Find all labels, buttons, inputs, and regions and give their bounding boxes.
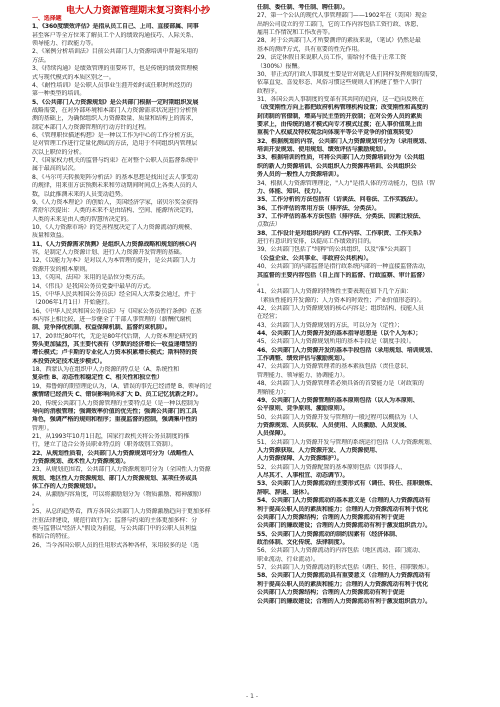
- text-line: 重视个人权威及特权观念向体现平等公平竞争的价值观转变）: [257, 129, 417, 137]
- text-line: 培训开发规划、使用规划、绩效评估与激励规划）。: [257, 146, 390, 154]
- text-line: 54、公共部门人力资源流动的基本意义是（合理的人力资源流动有: [257, 497, 431, 505]
- text-line: 49、公共部门人力资源管理的基本原则包括（以人为本原则、: [257, 396, 419, 404]
- text-line: 21、从1993年10月1日起，国家行政机关将公务员制度的推: [32, 432, 190, 440]
- text-line: （公益企业、公共事业、非政府公共机构）。: [257, 254, 373, 262]
- text-line: 26、当今各国公职人员的任用形式各种各样，采用较多的是（选: [32, 541, 199, 549]
- document-title: 电大人力资源管理期末复习资料小抄: [66, 6, 211, 16]
- text-line: 点数法）: [257, 221, 281, 229]
- text-line: 47、公共部门人力资源管理者的基本素质包括（责任意识、: [257, 363, 412, 371]
- text-line: 人力资源获取、人力资源开发、人力资源使用、: [257, 447, 381, 455]
- text-line: 32、根据规划的内容，公共部门人力资源规划可分为（录用规划、: [257, 137, 431, 145]
- text-line: 7、《国家权力机关的监督与约束》在对整个公职人员监督系统中: [32, 157, 198, 165]
- text-line: 政程序。: [257, 87, 281, 95]
- text-line: 注重法律建设，规范行政行为；监督与约束的主体更加多样：分: [32, 516, 198, 524]
- text-line: 13、《英国、法国》采用的是品位分类方法。: [32, 274, 149, 282]
- text-line: 40、公共部门的内部监督是指行政系统内部的一种直接监督活动，: [257, 263, 430, 271]
- text-line: 6、《管理职位描述构想》是一种以工作为中心的工作分析方法，: [32, 132, 198, 140]
- text-line: 其监督的主要内容包括（自上而下的监督、行政监察、审计监督）: [257, 271, 429, 279]
- text-line: 属于最高的层次。: [32, 165, 80, 173]
- text-line: 资源开发的根本原则。: [32, 265, 92, 273]
- text-line: 力、体能、知识、技力）。: [257, 187, 325, 195]
- text-line: 政治体制、文化传统、法律制度）。: [257, 539, 349, 546]
- text-line: 利于提高公职人员的素质和能力；合理的人力资源流动有利于优化: [257, 505, 429, 513]
- text-line: 在经营；: [257, 313, 281, 321]
- text-line: 10、《人力资源市场》的完善程度决定了人力资源流动的规模、: [32, 223, 196, 231]
- text-line: 55、公共部门人力资源流动的制约因素有（经济体制、: [257, 530, 401, 538]
- text-line: 式与现代模式的本质区别之一。: [32, 73, 115, 81]
- text-line: 8、《马尔可夫转换矩阵分析法》的基本思想是找出过去人事变动: [32, 173, 198, 181]
- text-line: 12、《以能力为本》是对以人为本管理的提升，是公共部门人力: [32, 257, 196, 265]
- text-line: 容，是制定人力资源计划、进行人力资源开发管理的基础。: [32, 249, 186, 257]
- text-line: 公共部门的廉政建设；合理的人力资源流动有利于激发组织活力）。: [257, 522, 432, 530]
- text-line: 次以上职位的分析。: [32, 148, 86, 156]
- text-line: 人力资源保障、人力资源维护）。: [257, 455, 343, 463]
- text-line: 战略需要，在对外部环境和本部门人力资源需求状况进行分析预: [32, 106, 198, 114]
- text-line: 14、《伟良》是我国公务员党委中最早的方式。: [32, 282, 155, 290]
- text-line: 增长模式；卢卡斯的专业化人力资本积累增长模式；斯科特的资: [32, 349, 198, 357]
- text-line: 本投资决定技术进步模式）。: [32, 357, 106, 365]
- text-line: （改变刚性方向上都把政府机构管理机构设置；改变刚性和高度的: [257, 104, 429, 112]
- text-line: 复杂性 B、动态性和稳定性 C、相关性和独立性）: [32, 374, 163, 382]
- text-line: 50、公共部门人力资源开发与管理的一般过程可以概括为（人: [257, 413, 418, 421]
- text-line: 务人员的一般性人力资源培训）。: [257, 171, 343, 179]
- text-line: 质量和效益。: [32, 232, 68, 240]
- text-line: 人类的未来是由人类的智慧所决定的。: [32, 215, 133, 223]
- text-line: 17、20世纪80年代，无论是80年代后期，人力资本理论研究的: [32, 332, 198, 340]
- text-line: 封闭制的官僚制，增高与民主型的开放制；在对公务人员的素质: [257, 112, 423, 120]
- text-line: 任制、委任制、考任制、聘任制）。: [257, 4, 349, 11]
- text-line: 行，建立了适合公务员职业特点的（职务级别工资制）。: [32, 441, 177, 449]
- text-line: 管理）。: [32, 424, 53, 432]
- text-line: 29、法定休假日来说职人员工作，需给付不低于正常工资: [257, 54, 407, 62]
- text-line: 46、公共部门人力资源开发的基本手段包括（录用规划、培训规划、: [257, 346, 437, 354]
- text-line: 要求上，由传统的通才模式向专才模式过渡；在人事价值观上由: [257, 121, 423, 129]
- text-line: 36、工作评估的常用方法（排序法、分类法）。: [257, 204, 381, 212]
- text-line: 雇用工作情况和工作改善等。: [257, 29, 334, 37]
- text-line: 16、《中华人民共和国公务员法》与《国家公务员暂行条例》在基: [32, 307, 202, 315]
- text-line: 48、公共部门人力资源管理者必须具备的首要能力是（对政策的: [257, 380, 424, 388]
- text-line: 甚至客户等全方位来了解员工个人的绩效沟通技巧、人际关系、: [32, 31, 198, 39]
- text-line: 力资源规划、人员获取、人员使用、人员激励、人员发展、: [257, 421, 411, 429]
- text-line: 44、公共部门人力资源开发的基本指导思想是（以个人为本）；: [257, 330, 422, 338]
- text-line: 。: [32, 499, 38, 507]
- text-line: 58、公共部门人力资源流动具有重要意义（合理的人力资源流动有: [257, 572, 431, 580]
- section-heading: 一、选择题: [32, 15, 62, 22]
- text-line: 28、对于公共部门人才所要测评的素质来说，（笔试）仍然是最: [257, 37, 421, 45]
- text-line: 30、菲正式的行政人事制度主要是针对就是人们同样发挥规划的需要，: [257, 70, 442, 78]
- text-line: 方法。: [32, 56, 50, 64]
- text-line: 者舒尔茨提出：人类的未来不是由结构、空间、能源所决定的，: [32, 207, 198, 215]
- text-line: 41、公共部门人力资源的特殊性主要表现在如下几个方面：: [257, 288, 412, 296]
- text-line: 本内容上相比较，进一步健全了干部人事管理的（薪酬代谢机: [32, 315, 192, 323]
- text-line: 24、从激励内容角度，可以将激励划分为（物质激励、精神激励）: [32, 491, 205, 499]
- text-line: 人尽其才、人事相宜、动态调节）。: [257, 472, 349, 480]
- text-line: 工作调整、绩效评估与激励规划）。: [257, 355, 349, 363]
- text-line: 数，以此推测未来的人员变动趋势。: [32, 190, 127, 198]
- text-line: 1、《360度绩效评估》是指从员工自己、上司、直接部属、同事: [32, 23, 199, 31]
- text-line: 力资源规划、战术性人力资源规划）。: [32, 458, 130, 466]
- text-line: 公共部门人力资源结构；合理的人力资源流动有利于促进: [257, 589, 405, 597]
- text-line: 基本的测评方式，具有重要的性先作用。: [257, 45, 364, 53]
- text-line: 领导能力、行政能力等。: [32, 40, 97, 48]
- text-line: 42、公共部门人力资源规划的核心内容是；组织结构、技能人员: [257, 304, 424, 312]
- text-line: 理解能力）；: [257, 388, 290, 396]
- text-line: 31、各国公共人事制度的变革有其共同的趋向，这一趋向反映在: [257, 95, 424, 103]
- text-line: 织的新人力资源培训、公共组织人力资源再培训、公共组织公: [257, 162, 417, 170]
- text-line: 39、公共部门包括了"纯粹"的公共组织，以及"准"公共部门: [257, 246, 411, 254]
- text-line: 出纳公司设立的劳工部门，它的工作内容包括工资行政、诉愿、: [257, 20, 423, 28]
- text-line: 57、公共部门人力资源流动的形式包括（调任、转任、挂职锻炼）。: [257, 564, 433, 572]
- text-line: 利于提高公职人员的素质和能力；合理的人力资源流动有利于优化: [257, 580, 429, 588]
- text-line: 11、《人力资源需求预测》是组织人力资源战略和规划的核心内: [32, 240, 197, 248]
- text-line: 的规律，用来重方法预测未来和劳动期间时间点上各类人员的人: [32, 182, 198, 190]
- text-line: （2006年1月1日）开始施行。: [32, 299, 114, 307]
- text-line: 职业流动、行业流动）。: [257, 555, 319, 563]
- text-line: 势头更加猛烈，其主要代表有（罗默的经济增长一收益递增型的: [32, 341, 198, 349]
- text-line: 53、公共部门人力资源流动的主要形式有（调任、转任、挂职锻炼、: [257, 480, 437, 488]
- text-line: （300%）报酬。: [257, 62, 304, 70]
- text-line: 导向的消极管理；强调效率价值的优先性；强调公共部门的工具: [32, 407, 198, 415]
- text-line: 制、竞争择优机制、权益保障机制、监督约束机制）。: [32, 324, 171, 332]
- text-line: 23、从规划范围看，公共部门人力资源规划可分为（全国性人力资源: [32, 466, 211, 474]
- text-line: 9、《人力资本理论》的创始人，美国经济学家，诺贝尔奖金获得: [32, 198, 198, 206]
- text-line: 45、公共部门人力资源规划所用的基本手段是（制度手段）。: [257, 338, 415, 346]
- text-line: 15、《中华人民共和国公务员法》经全国人大常委会通过，并于: [32, 290, 196, 298]
- text-line: 37、工作评估的基本方法包括（排序法、分类法、因素比较法、: [257, 212, 425, 220]
- text-line: 。: [257, 279, 263, 287]
- text-line: 33、根据培训的性质，可将公共部门人力资源培训分为（公共组: [257, 154, 425, 162]
- text-line: 25、从总的趋势看，西方各国公共部门人力资源激励趋向于更加多样: [32, 508, 211, 516]
- text-line: 体工作的人力资源规划）。: [32, 483, 100, 491]
- text-line: 进行有意识的安排，以提高工作绩效的目的。: [257, 238, 376, 246]
- text-line: 19、弗鲁姆的期望理论认为，（A、错误的事先已经清楚 B、领导的过: [32, 382, 212, 390]
- text-line: 公共部门人力资源结构；合理的人力资源流动有利于促进: [257, 513, 405, 521]
- text-line: 43、公共部门人力资源规划的方法，可以分为（定性）；: [257, 321, 404, 329]
- text-line: 是对管理工作进行定量化测试的方法，适用于不同组织内管理层: [32, 140, 198, 148]
- text-line: 27、第一个公认的现代人事管理部门——1902年在（美国）现金: [257, 12, 427, 20]
- text-line: 18、西蒙认为在组织中人力资源的特点是（A、系统性和: [32, 366, 180, 374]
- text-line: 2、《案例分析培训法》目前公共部门人力资源培训中普遍采用的: [32, 48, 198, 56]
- text-line: 34、根据人力资源管理理论，"人力"是指人体的劳动能力，包括（智: [257, 179, 435, 187]
- text-line: 5、《公共部门人力资源规划》是公共部门根据一定时期组织发展: [32, 98, 199, 106]
- text-line: 公共部门的廉政建设；合理的人力资源流动有利于激发组织活力）。: [257, 597, 432, 605]
- text-line: 管理能力、领导能力、协调能力）。: [257, 371, 349, 379]
- text-line: 第一种类型的培训。: [32, 90, 86, 98]
- text-line: 测的基础上，为确保组织人力资源数量、质量和结构上的需求，: [32, 115, 198, 123]
- text-line: 辞职、辞退、退休）。: [257, 488, 314, 496]
- left-column-lines: [32, 15, 251, 550]
- text-line: 人员保障）。: [257, 430, 290, 438]
- text-line: 51、公共部门人力资源开发与管理的系统运行包括（人力资源规划、: [257, 438, 436, 446]
- text-line: 制定本部门人力资源管理的行动方针的过程。: [32, 123, 151, 131]
- text-line: 38、工作设计是对组织内的《工作内容、工作职责、工作关系》: [257, 229, 425, 237]
- text-line: 依靠直觉、喜爱形态、风俗习惯这些规则人们构建了整个人事行: [257, 79, 423, 87]
- text-line: 35、工作分析的方法包括有（访谈法、问卷法、工作实践法）。: [257, 196, 422, 204]
- text-line: 4、《耐性培训》是公职人员事业生涯开始时或任职时所经历的: [32, 81, 193, 89]
- text-line: 22、从规划性质看，公共部门人力资源规划可分为（战略性人: [32, 449, 194, 457]
- text-line: 20、传统公共部门人力资源管理的主要特点是（是一种以控制为: [32, 399, 199, 407]
- text-line: 3、《持续沟通》是绩效管理的重要环节，也是传统的绩效管理模: [32, 65, 198, 73]
- text-line: 公平原则、竞争原则、激励原则）。: [257, 405, 349, 413]
- text-line: 56、公共部门人力资源流动的内容包括（地区流动、部门流动、: [257, 547, 424, 555]
- text-line: 激情绪已经消失 C、错误影响尚未扩大 D、员工记忆犹新之时）。: [32, 391, 202, 399]
- text-line: 类与监督以"经济人"假设为前提，与公共部门中的公职人员利益: [32, 524, 197, 532]
- text-line: 角色，强调严格的规则和程序；重视监督的控制，强调集中性的: [32, 416, 198, 424]
- text-line: （素质性能的开发源的；人力资本的时效性；产业价值形态的）。: [257, 296, 426, 304]
- page-number: - 1 -: [246, 693, 258, 700]
- right-column-lines: [257, 4, 474, 606]
- text-line: 相结合的特征。: [32, 533, 74, 541]
- text-line: 52、公共部门人力资源配置的基本原则包括（因事择人、: [257, 463, 407, 471]
- text-line: 规划、地区性人力资源规划、部门人力资源规划、某项任务或具: [32, 474, 198, 482]
